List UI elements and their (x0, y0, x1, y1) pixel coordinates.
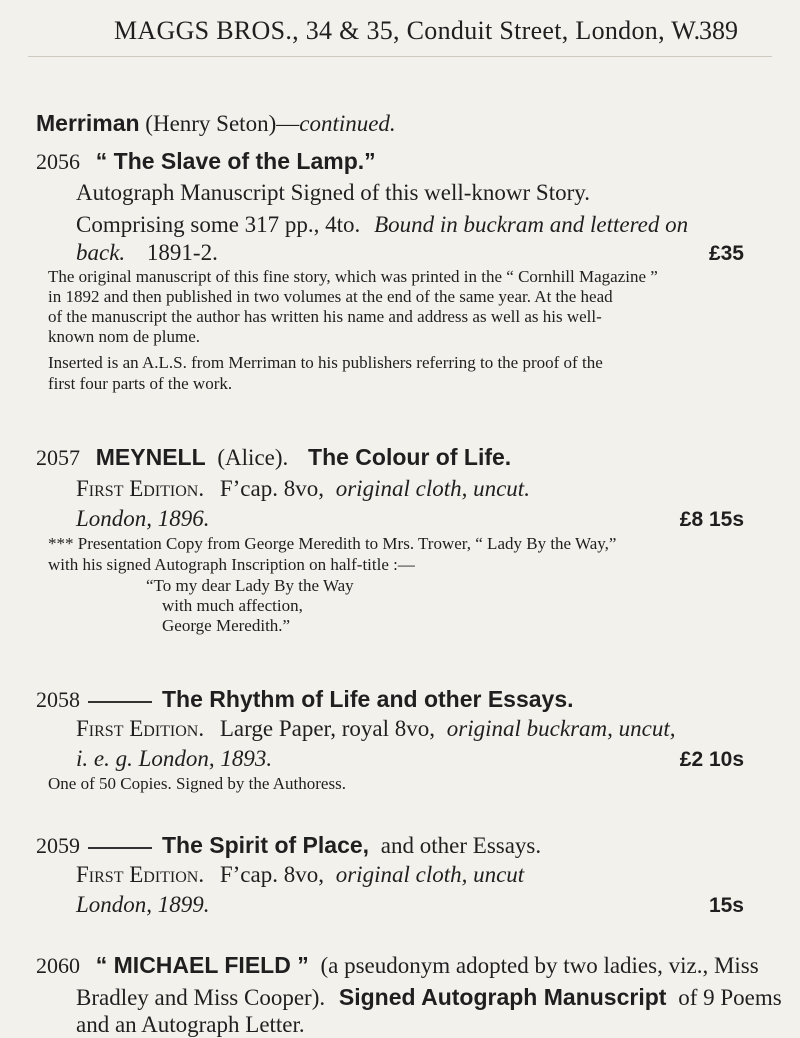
price: £2 10s (679, 748, 744, 771)
note-line: first four parts of the work. (48, 374, 233, 393)
entry-title-line (36, 952, 759, 979)
entry-desc-line (76, 716, 675, 742)
running-header (0, 16, 800, 50)
entry-desc-line (76, 862, 524, 888)
entry-number: 2060 (36, 953, 80, 978)
entry-desc-line: and an Autograph Letter. (76, 1012, 305, 1037)
authors: Bradley and Miss Cooper). (76, 985, 326, 1010)
note-line: *** Presentation Copy from George Meredith to Mrs. Trower, “ Lady By the Way,” (48, 534, 617, 553)
ditto-dash (88, 847, 152, 849)
page-number: 389 (699, 16, 738, 45)
price: £8 15s (679, 508, 744, 531)
continued-label: continued. (299, 111, 396, 136)
binding: original cloth, uncut (335, 862, 525, 887)
edition: First Edition. (76, 716, 205, 741)
entry-title: The Colour of Life. (308, 444, 512, 470)
date: 1891-2. (146, 240, 218, 265)
note-line: of the manuscript the author has written his name and address as well as his well- (48, 307, 602, 326)
entry-desc-line: Autograph Manuscript Signed of this well-knowr Story. (76, 180, 591, 205)
entry-desc-line (76, 476, 530, 502)
entry-title-line (36, 686, 574, 713)
author-name: Merriman (36, 110, 140, 136)
author-heading (36, 110, 396, 137)
entry-title: “ The Slave of the Lamp.” (95, 148, 376, 174)
binding: original cloth, uncut. (335, 476, 530, 501)
inscription-line: “To my dear Lady By the Way (146, 576, 354, 595)
entry-title: “ MICHAEL FIELD ” (95, 952, 309, 978)
collation: F’cap. 8vo, (219, 476, 324, 501)
entry-title: The Spirit of Place, (162, 832, 370, 858)
entry-title: The Rhythm of Life and other Essays. (162, 686, 574, 712)
note-line: known nom de plume. (48, 327, 201, 346)
entry-number: 2057 (36, 445, 80, 470)
note-line: with his signed Autograph Inscription on half-title :— (48, 555, 415, 574)
entry-number: 2058 (36, 687, 80, 712)
collation: Large Paper, royal 8vo, (219, 716, 436, 741)
entry-number: 2056 (36, 149, 80, 174)
note-line: One of 50 Copies. Signed by the Authoress. (48, 774, 346, 793)
item-count: of 9 Poems (678, 985, 782, 1010)
entry-number: 2059 (36, 833, 80, 858)
header-title: MAGGS BROS., 34 & 35, Conduit Street, London, W. (114, 16, 701, 45)
note-line: in 1892 and then published in two volumes at the end of the same year. At the head (48, 287, 613, 306)
inscription-line: George Meredith.” (162, 616, 291, 635)
author-detail: (Alice). (217, 445, 289, 470)
price: 15s (708, 894, 744, 917)
price: £35 (708, 242, 744, 265)
binding: Bound in buckram and lettered on (374, 212, 689, 237)
entry-desc-line (76, 240, 218, 266)
entry-title-rest: and other Essays. (380, 833, 542, 858)
binding: original buckram, uncut, (446, 716, 676, 741)
note-line: Inserted is an A.L.S. from Merriman to his publishers referring to the proof of the (48, 353, 603, 372)
imprint: London, 1899. (76, 892, 210, 917)
entry-title-line (36, 832, 541, 859)
collation: F’cap. 8vo, (219, 862, 324, 887)
imprint: London, 1896. (76, 506, 210, 531)
inscription-line: with much affection, (162, 596, 303, 615)
collation: Comprising some 317 pp., 4to. (76, 212, 361, 237)
item-type: Signed Autograph Manuscript (338, 984, 667, 1010)
entry-desc-line (76, 212, 688, 238)
edition: First Edition. (76, 862, 205, 887)
binding-cont: back. (76, 240, 126, 265)
note-line: The original manuscript of this fine story, which was printed in the “ Cornhill Magazine ” (48, 267, 658, 286)
author-detail: (Henry Seton)— (145, 111, 300, 136)
edition: First Edition. (76, 476, 205, 501)
imprint: i. e. g. London, 1893. (76, 746, 273, 771)
entry-title-line (36, 444, 511, 471)
author-name: MEYNELL (95, 444, 206, 470)
ditto-dash (88, 701, 152, 703)
entry-desc: (a pseudonym adopted by two ladies, viz., Miss (320, 953, 759, 978)
header-rule (28, 56, 772, 57)
entry-title-line (36, 148, 376, 175)
entry-desc-line (76, 984, 782, 1011)
